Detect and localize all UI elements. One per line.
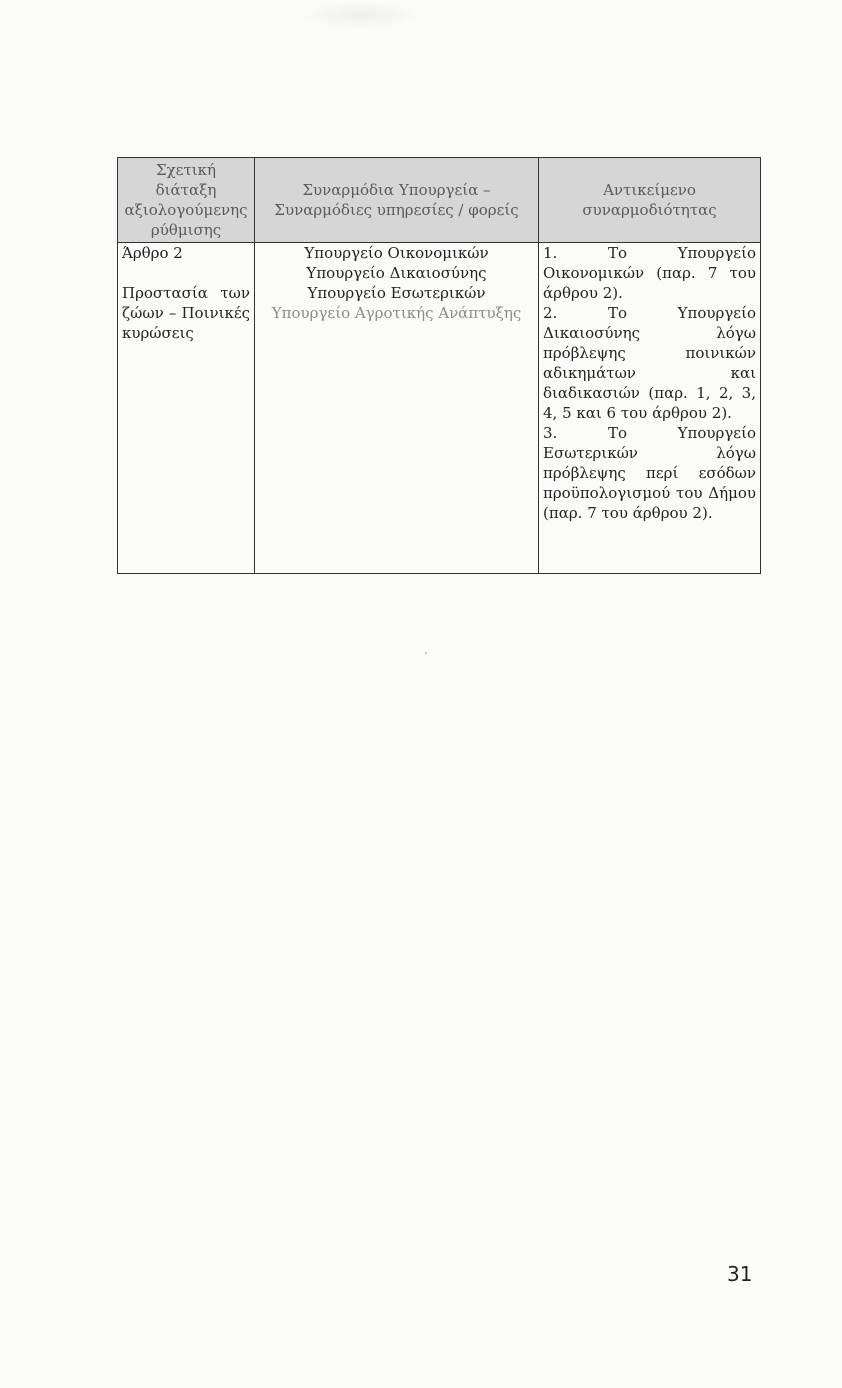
header-ministries: Συναρμόδια Υπουργεία – Συναρμόδιες υπηρεσίες / φορείς — [255, 158, 539, 243]
header-object: Αντικείμενο συναρμοδιότητας — [539, 158, 761, 243]
object-item-1: 1. Το Υπουργείο Οικονομικών (παρ. 7 του άρθρου 2). — [543, 244, 756, 302]
header-provision: Σχετική διάταξη αξιολογούμενης ρύθμισης — [118, 158, 255, 243]
table-row — [118, 243, 761, 574]
scan-smudge — [300, 0, 420, 30]
page-number: 31 — [727, 1262, 753, 1286]
object-cell — [539, 243, 761, 574]
article-subject: Προστασία των ζώων – Ποινικές κυρώσεις — [122, 284, 250, 342]
table-header-row — [118, 158, 761, 243]
competence-table — [117, 157, 761, 574]
provision-cell — [118, 243, 255, 574]
ministry-finance: Υπουργείο Οικονομικών — [304, 244, 489, 262]
scan-speck — [425, 652, 427, 654]
object-item-2: 2. Το Υπουργείο Δικαιοσύνης λόγω πρόβλεψης ποινικών αδικημάτων και διαδικασιών (παρ. 1, 2, 3, 4, 5 και 6 του άρθρου 2). — [543, 304, 756, 422]
article-label: Άρθρο 2 — [122, 244, 183, 262]
ministry-rural-development: Υπουργείο Αγροτικής Ανάπτυξης — [271, 304, 522, 322]
ministries-cell — [255, 243, 539, 574]
object-item-3: 3. Το Υπουργείο Εσωτερικών λόγω πρόβλεψης περί εσόδων προϋπολογισμού του Δήμου (παρ. 7 του άρθρου 2). — [543, 424, 756, 522]
ministry-justice: Υπουργείο Δικαιοσύνης — [306, 264, 487, 282]
ministry-interior: Υπουργείο Εσωτερικών — [307, 284, 486, 302]
